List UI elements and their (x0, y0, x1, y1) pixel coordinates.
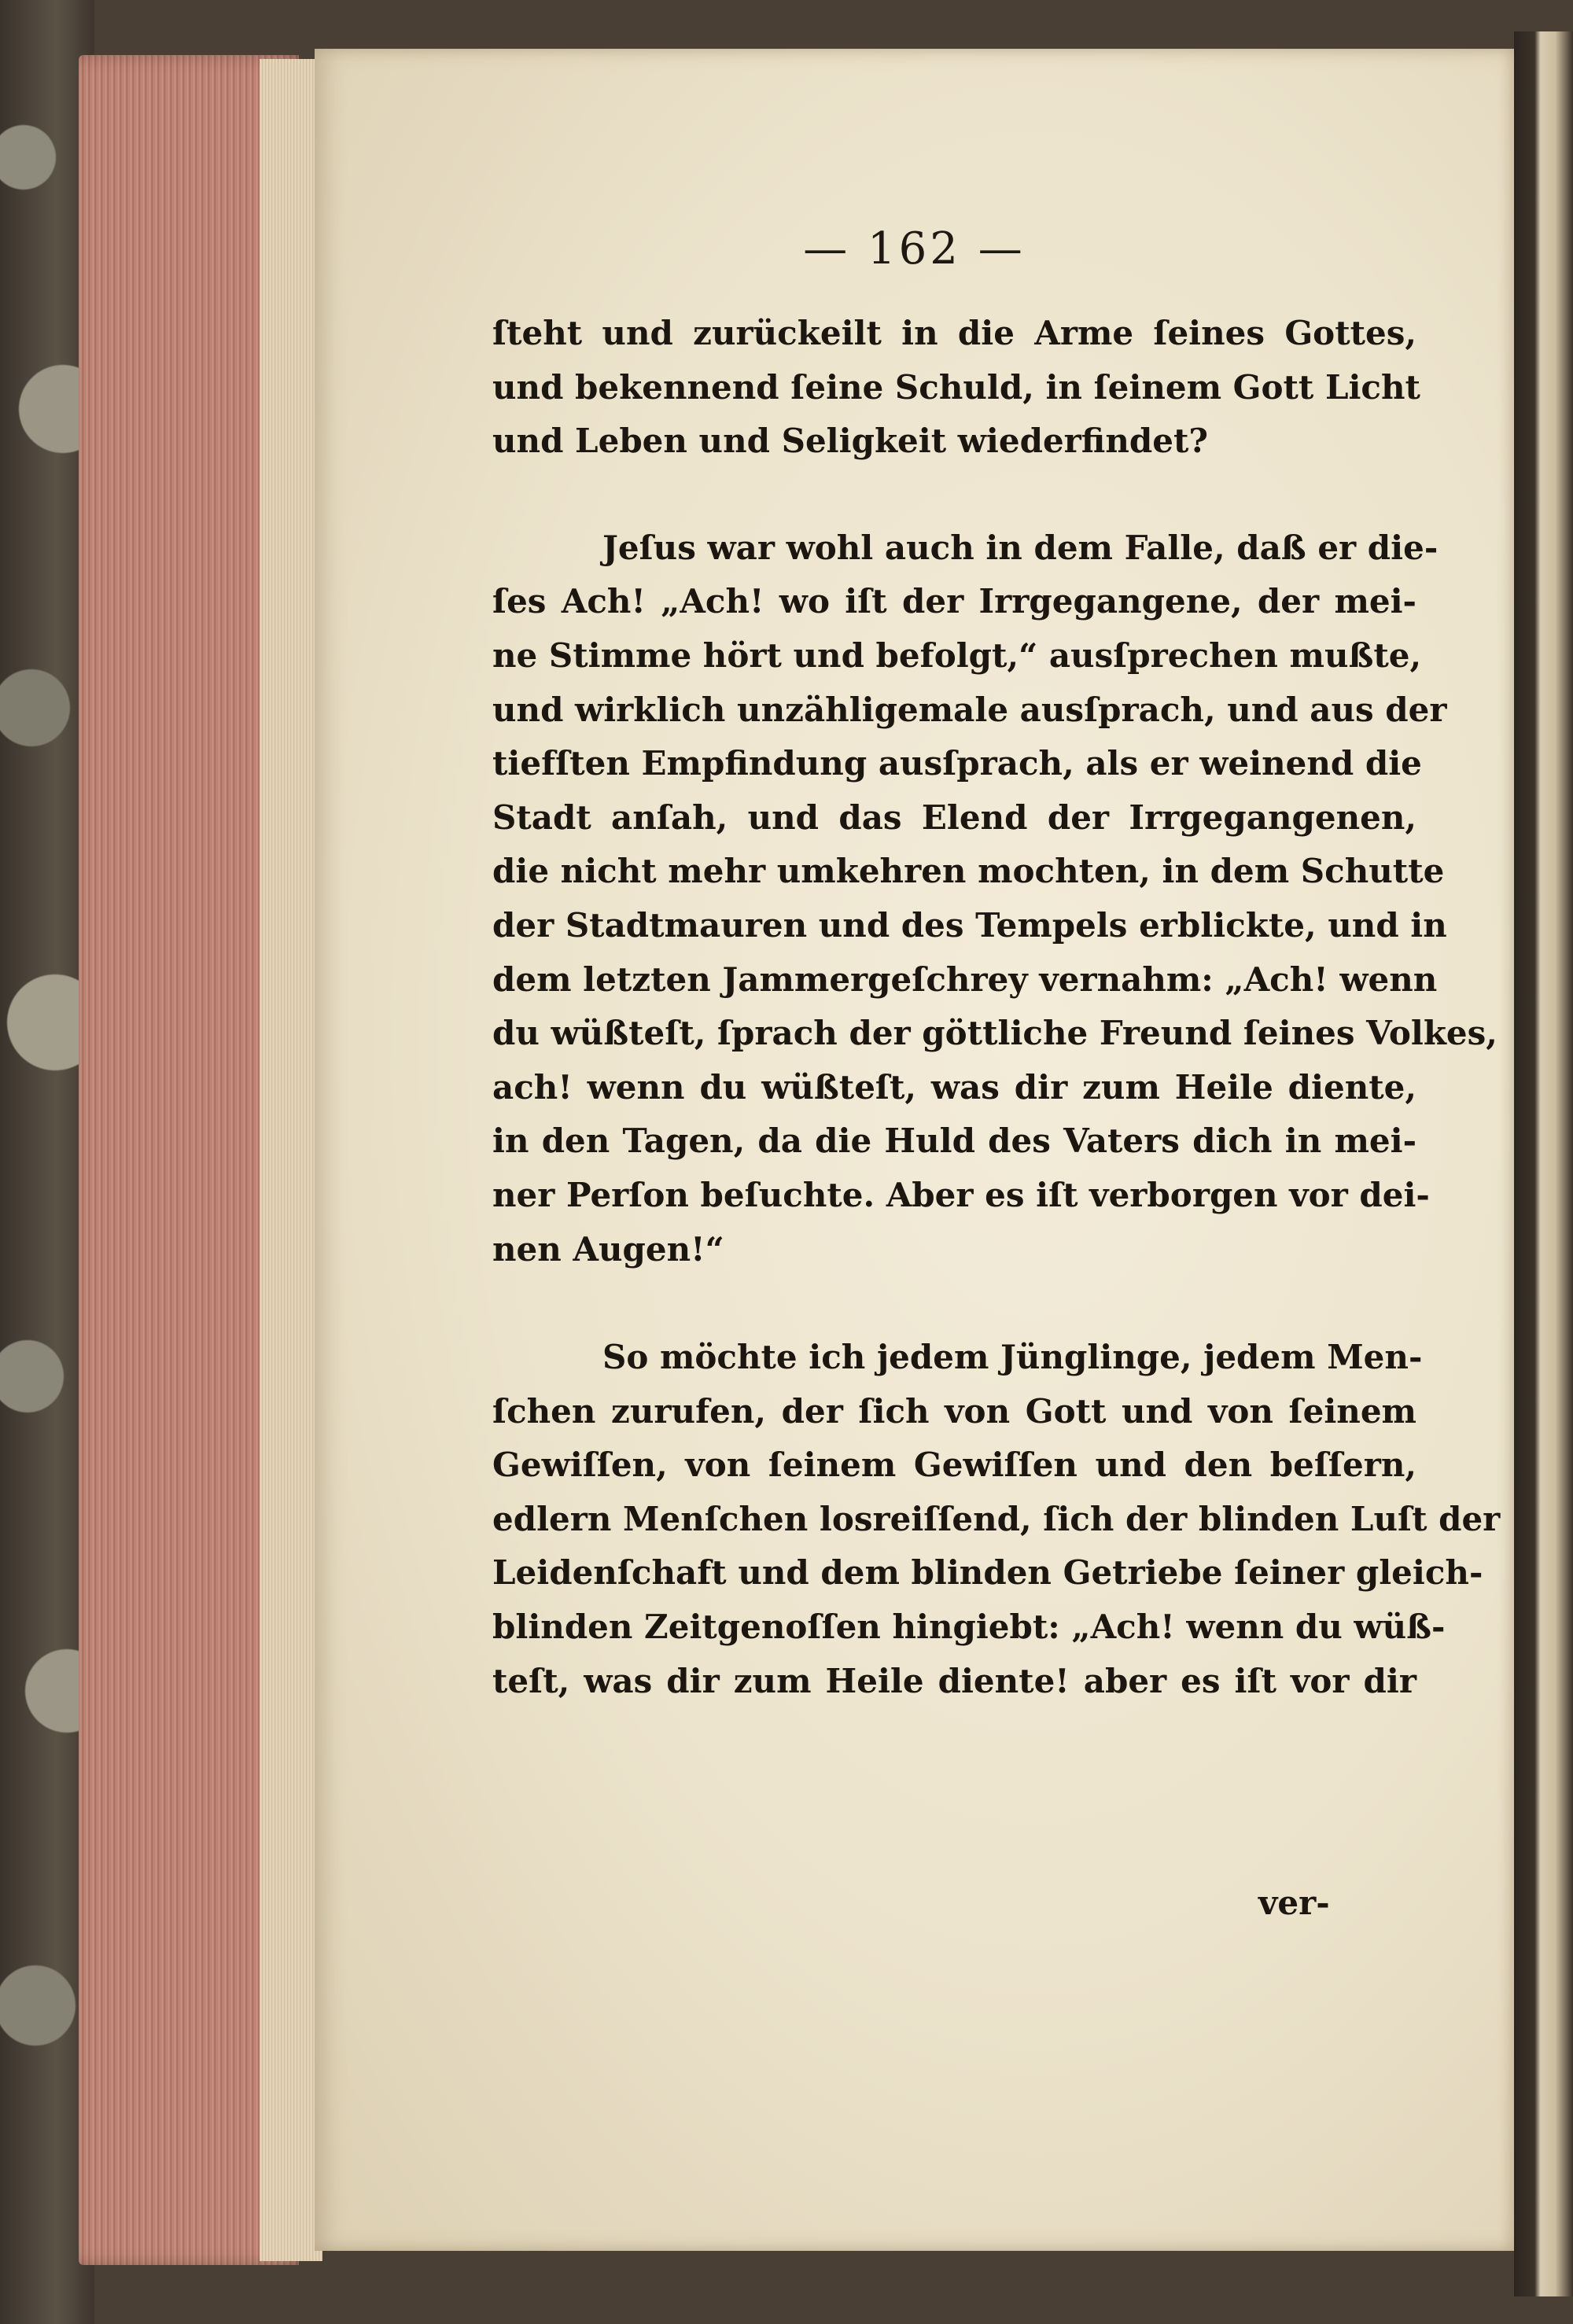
text-line: ſes Ach! „Ach! wo iſt der Irrgegangene, der mei- (492, 582, 1416, 621)
text-line: du wüßteſt, ſprach der göttliche Freund ſeines Volkes, (492, 1014, 1497, 1053)
text-line: teſt, was dir zum Heile diente! aber es iſt vor dir (492, 1661, 1416, 1700)
text-line: und bekennend ſeine Schuld, in ſeinem Gott Licht (492, 367, 1420, 407)
paragraph-1 (492, 307, 1420, 469)
text-line: So möchte ich jedem Jünglinge, jedem Men- (602, 1338, 1423, 1377)
text-line: nen Augen!“ (492, 1229, 724, 1269)
paragraph-2 (492, 521, 1497, 1276)
text-line: Gewiſſen, von ſeinem Gewiſſen und den beſſern, (492, 1446, 1416, 1485)
text-line: ſteht und zurückeilt in die Arme ſeines Gottes, (492, 314, 1416, 352)
text-line: in den Tagen, da die Huld des Vaters dich in mei- (492, 1121, 1416, 1161)
text-line: tiefſten Empfindung ausſprach, als er weinend die (492, 744, 1422, 783)
text-line: Stadt anſah, und das Elend der Irrgegangenen, (492, 797, 1416, 837)
text-line: blinden Zeitgenoſſen hingiebt: „Ach! wenn du wüß- (492, 1608, 1446, 1647)
text-line: ner Perſon beſuchte. Aber es iſt verborgen vor dei- (492, 1175, 1430, 1214)
page-text-body (492, 307, 1501, 1708)
text-line: der Stadtmauren und des Tempels erblickte, und in (492, 905, 1447, 945)
text-line: und wirklich unzähligemale ausſprach, und aus der (492, 690, 1447, 729)
text-line: edlern Menſchen losreiſſend, ſich der blinden Luſt der (492, 1499, 1501, 1538)
text-line: dem letzten Jammergeſchrey vernahm: „Ach! wenn (492, 959, 1438, 999)
text-line: die nicht mehr umkehren mochten, in dem Schutte (492, 852, 1445, 891)
page-number: — 162 — (803, 223, 1026, 274)
facing-page-edge (1514, 31, 1573, 2296)
catchword: ver- (1258, 1884, 1330, 1922)
text-line: ne Stimme hört und befolgt,“ ausſprechen mußte, (492, 635, 1422, 675)
book-page-edges-inner (260, 59, 322, 2261)
text-line: ſchen zurufen, der ſich von Gott und von ſeinem (492, 1391, 1416, 1431)
text-line: ach! wenn du wüßteſt, was dir zum Heile diente, (492, 1067, 1416, 1107)
text-line: Leidenſchaft und dem blinden Getriebe ſeiner gleich- (492, 1553, 1483, 1593)
text-line: und Leben und Seligkeit wiederfindet? (492, 422, 1208, 461)
paragraph-3 (492, 1331, 1501, 1708)
text-line: Jeſus war wohl auch in dem Falle, daß er die- (602, 528, 1439, 567)
